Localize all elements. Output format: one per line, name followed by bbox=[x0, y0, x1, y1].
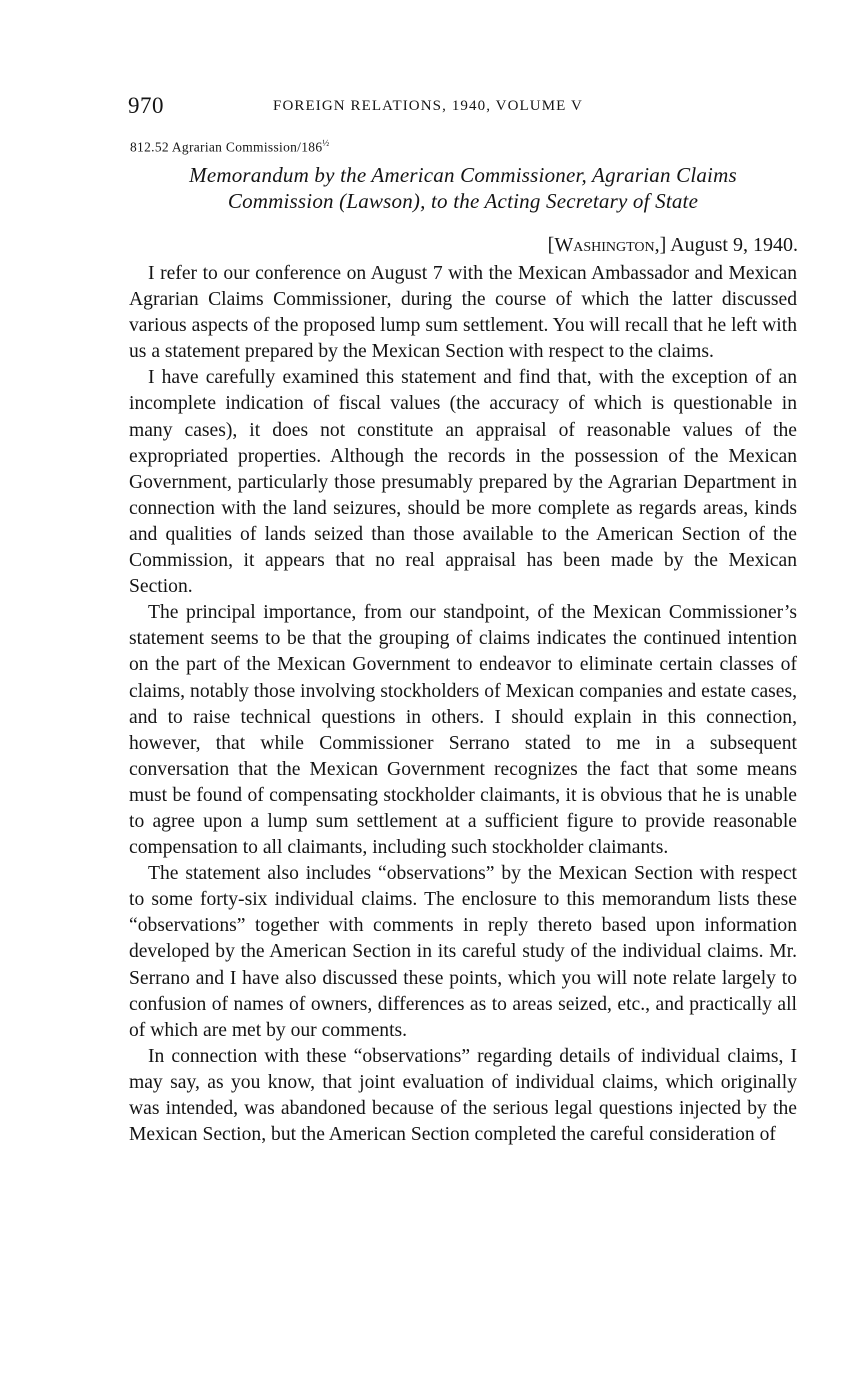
file-reference-text: 812.52 Agrarian Commission/186 bbox=[130, 139, 323, 155]
file-reference bbox=[130, 138, 329, 156]
page-number: 970 bbox=[128, 93, 164, 118]
body-paragraph: The statement also includes “observations” by the Mexican Section with respect to some forty-six individual claims. The enclosure to this memorandum lists these “observations” together with comments in reply thereto based upon information developed by the American Section in its careful study of the individual claims. Mr. Serrano and I have also discussed these points, which you will note relate largely to confusion of names of owners, differences as to areas seized, etc., and practically all of which are met by our comments. bbox=[129, 863, 797, 1041]
body-paragraph: I refer to our conference on August 7 with the Mexican Ambassador and Mexican Agrarian Claims Commissioner, during the course of which the latter discussed various aspects of the proposed lump sum settlement. You will recall that he left with us a statement prepared by the Mexican Section with respect to the claims. bbox=[129, 263, 797, 363]
document-title bbox=[128, 162, 798, 214]
running-head: FOREIGN RELATIONS, 1940, VOLUME V bbox=[273, 98, 583, 114]
document-title-line-1: Memorandum by the American Commissioner, Agrarian Claims bbox=[189, 163, 737, 187]
memorandum-body bbox=[129, 261, 797, 1148]
page-header bbox=[128, 93, 798, 125]
body-paragraph: In connection with these “observations” regarding details of individual claims, I may say, as you know, that joint evaluation of individual claims, which originally was intended, was abandoned because of the serious legal questions injected by the Mexican Section, but the American Section completed the careful consideration of bbox=[129, 1045, 797, 1146]
body-paragraph: I have carefully examined this statement and find that, with the exception of an incomplete indication of fiscal values (the accuracy of which is questionable in many cases), it does not constitute an appraisal of reasonable values of the expropriated properties. Although the records in the possession of the Mexican Government, particularly those presumably prepared by the Agrarian Department in connection with the land seizures, should be more complete as regards areas, kinds and qualities of lands seized than those available to the American Section of the Commission, it appears that no real appraisal has been made by the Mexican Section. bbox=[129, 367, 797, 598]
body-paragraph: The principal importance, from our standpoint, of the Mexican Commissioner’s statement seems to be that the grouping of claims indicates the continued intention on the part of the Mexican Government to endeavor to eliminate certain classes of claims, notably those involving stockholders of Mexican companies and estate cases, and to raise technical questions in others. I should explain in this connection, however, that while Commissioner Serrano stated to me in a subsequent conversation that the Mexican Government recognizes the fact that some means must be found of compensating stockholder claimants, it is obvious that he is unable to agree upon a lump sum settlement at a sufficient figure to provide reasonable compensation to all claimants, including such stockholder claimants. bbox=[129, 602, 797, 859]
dateline: [Washington,] August 9, 1940. bbox=[547, 234, 798, 256]
dateline-date: August 9, 1940. bbox=[670, 234, 798, 256]
file-reference-fraction: ½ bbox=[322, 138, 330, 148]
document-title-line-2: Commission (Lawson), to the Acting Secretary of State bbox=[227, 189, 699, 213]
dateline-place: Washington bbox=[554, 234, 655, 256]
